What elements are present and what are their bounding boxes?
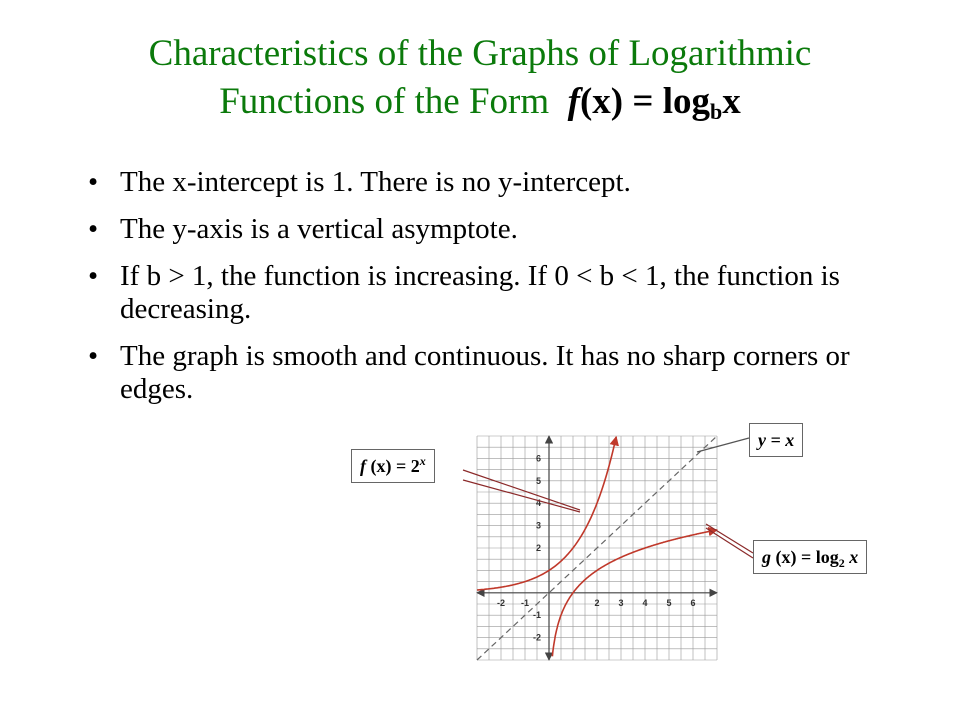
y-tick-label: -2 xyxy=(532,632,541,643)
bullet-item: • The y-axis is a vertical asymptote. xyxy=(88,213,908,246)
y-tick-label: 5 xyxy=(535,475,541,486)
leader-line-exponential xyxy=(463,480,580,512)
x-tick-label: -1 xyxy=(520,597,530,608)
leader-line-exponential xyxy=(463,470,580,510)
callout-identity: y = x xyxy=(749,423,803,457)
y-tick-label: 4 xyxy=(535,498,541,509)
title-line-1: Characteristics of the Graphs of Logarithmic xyxy=(148,33,812,74)
leader-line-logarithmic xyxy=(706,528,753,558)
leader-line-logarithmic xyxy=(706,524,753,553)
bullet-item: • The graph is smooth and continuous. It has no sharp corners or edges. xyxy=(88,340,908,406)
x-tick-label: 3 xyxy=(618,597,624,608)
x-tick-label: 4 xyxy=(642,597,648,608)
y-tick-label: -1 xyxy=(532,610,541,621)
bullet-item: • If b > 1, the function is increasing. If 0 < b < 1, the function is decreasing. xyxy=(88,260,908,326)
x-tick-label: 2 xyxy=(594,597,600,608)
title-prefix: Functions of the Form xyxy=(219,81,550,122)
y-tick-label: 2 xyxy=(535,543,541,553)
callout-exponential: f $(x) = 2^x$ xyxy=(351,449,435,483)
callout-logarithmic: g $(x) = \log_2 x$ xyxy=(753,540,867,574)
series-line-exponential xyxy=(477,437,616,590)
x-tick-label: 5 xyxy=(666,597,672,608)
y-tick-label: 3 xyxy=(535,520,541,531)
x-tick-label: -2 xyxy=(496,597,506,608)
bullet-item: • The x-intercept is 1. There is no y-intercept. xyxy=(88,166,908,199)
title-formula: $f(x) = \log_bx$ xyxy=(567,81,741,124)
x-tick-label: 6 xyxy=(690,597,696,608)
y-tick-label: 6 xyxy=(535,453,541,464)
